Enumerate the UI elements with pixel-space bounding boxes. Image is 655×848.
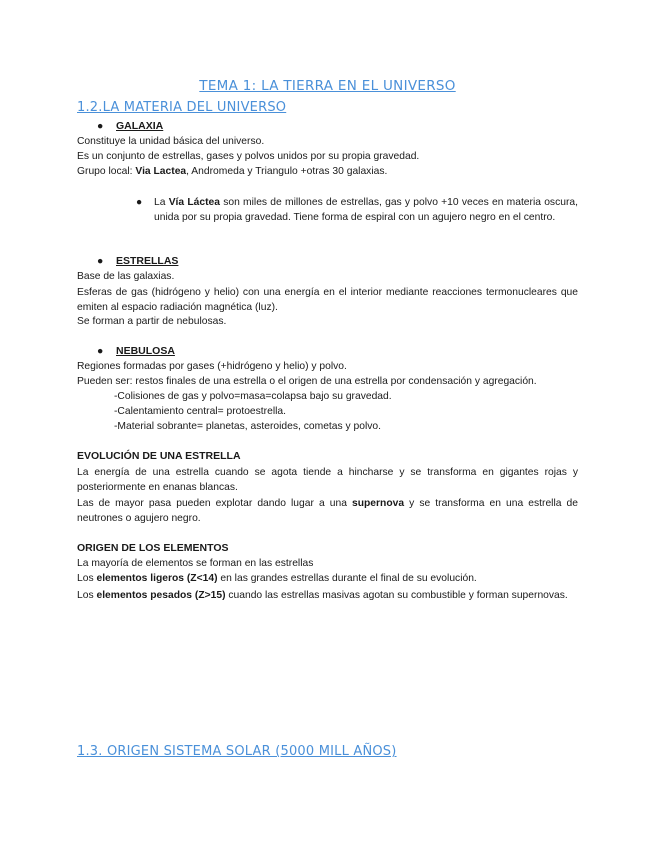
nebulosa-item-1: -Colisiones de gas y polvo=masa=colapsa bajo su gravedad. xyxy=(114,391,392,402)
nebulosa-line-1: Regiones formadas por gases (+hidrógeno y helio) y polvo. xyxy=(77,361,347,372)
nebulosa-item-3: -Material sobrante= planetas, asteroides, cometas y polvo. xyxy=(114,421,382,432)
galaxia-line-1: Constituye la unidad básica del universo. xyxy=(77,136,265,147)
origen-line-2: Los elementos ligeros (Z<14) en las grandes estrellas durante el final de su evolución. xyxy=(77,573,477,584)
section-heading-1-3: 1.3. ORIGEN SISTEMA SOLAR (5000 MILL AÑOS) xyxy=(77,744,397,759)
estrellas-line-1: Base de las galaxias. xyxy=(77,271,175,282)
nebulosa-heading xyxy=(97,345,175,357)
nebulosa-item-2: -Calentamiento central= protoestrella. xyxy=(114,406,286,417)
bullet-icon: ● xyxy=(97,120,104,132)
nebulosa-heading-text: NEBULOSA xyxy=(116,345,175,357)
estrellas-heading-text: ESTRELLAS xyxy=(116,255,179,267)
evolucion-paragraph-1: La energía de una estrella cuando se agota tiende a hincharse y se transforma en gigantes rojas y posteriormente en enanas blancas. xyxy=(77,467,578,493)
bullet-icon: ● xyxy=(97,345,104,357)
galaxia-line-2: Es un conjunto de estrellas, gases y polvos unidos por su propia gravedad. xyxy=(77,151,420,162)
section-heading-1-2: 1.2.LA MATERIA DEL UNIVERSO xyxy=(77,100,287,115)
galaxia-line-3: Grupo local: Via Lactea, Andromeda y Triangulo +otras 30 galaxias. xyxy=(77,166,388,177)
bullet-icon: ● xyxy=(97,255,104,267)
estrellas-heading xyxy=(97,255,178,267)
galaxia-heading xyxy=(97,120,163,132)
origen-line-1: La mayoría de elementos se forman en las estrellas xyxy=(77,558,314,569)
nebulosa-line-2: Pueden ser: restos finales de una estrella o el origen de una estrella por condensación y agregación. xyxy=(77,376,537,387)
estrellas-line-2: Esferas de gas (hidrógeno y helio) con una energía en el interior mediante reacciones termonucleares que emiten al espacio radiación magnética (luz). xyxy=(77,287,578,313)
evolucion-paragraph-2: Las de mayor pasa pueden explotar dando lugar a una supernova y se transforma en una estrella de neutrones o agujero negro. xyxy=(77,498,578,524)
bullet-icon: ● xyxy=(136,197,143,208)
origen-paragraph-3: Los elementos pesados (Z>15) cuando las estrellas masivas agotan su combustible y forman supernovas. xyxy=(77,590,568,601)
origen-heading: ORIGEN DE LOS ELEMENTOS xyxy=(77,542,229,554)
evolucion-heading: EVOLUCIÓN DE UNA ESTRELLA xyxy=(77,450,241,462)
estrellas-line-3: Se forman a partir de nebulosas. xyxy=(77,316,227,327)
galaxia-heading-text: GALAXIA xyxy=(116,120,164,132)
document-title: TEMA 1: LA TIERRA EN EL UNIVERSO xyxy=(199,78,456,94)
via-lactea-text: La Vía Láctea son miles de millones de estrellas, gas y polvo +10 veces en materia oscura, unida por su propia gravedad. Tiene forma de espiral con un agujero negro en el centro. xyxy=(154,197,578,223)
